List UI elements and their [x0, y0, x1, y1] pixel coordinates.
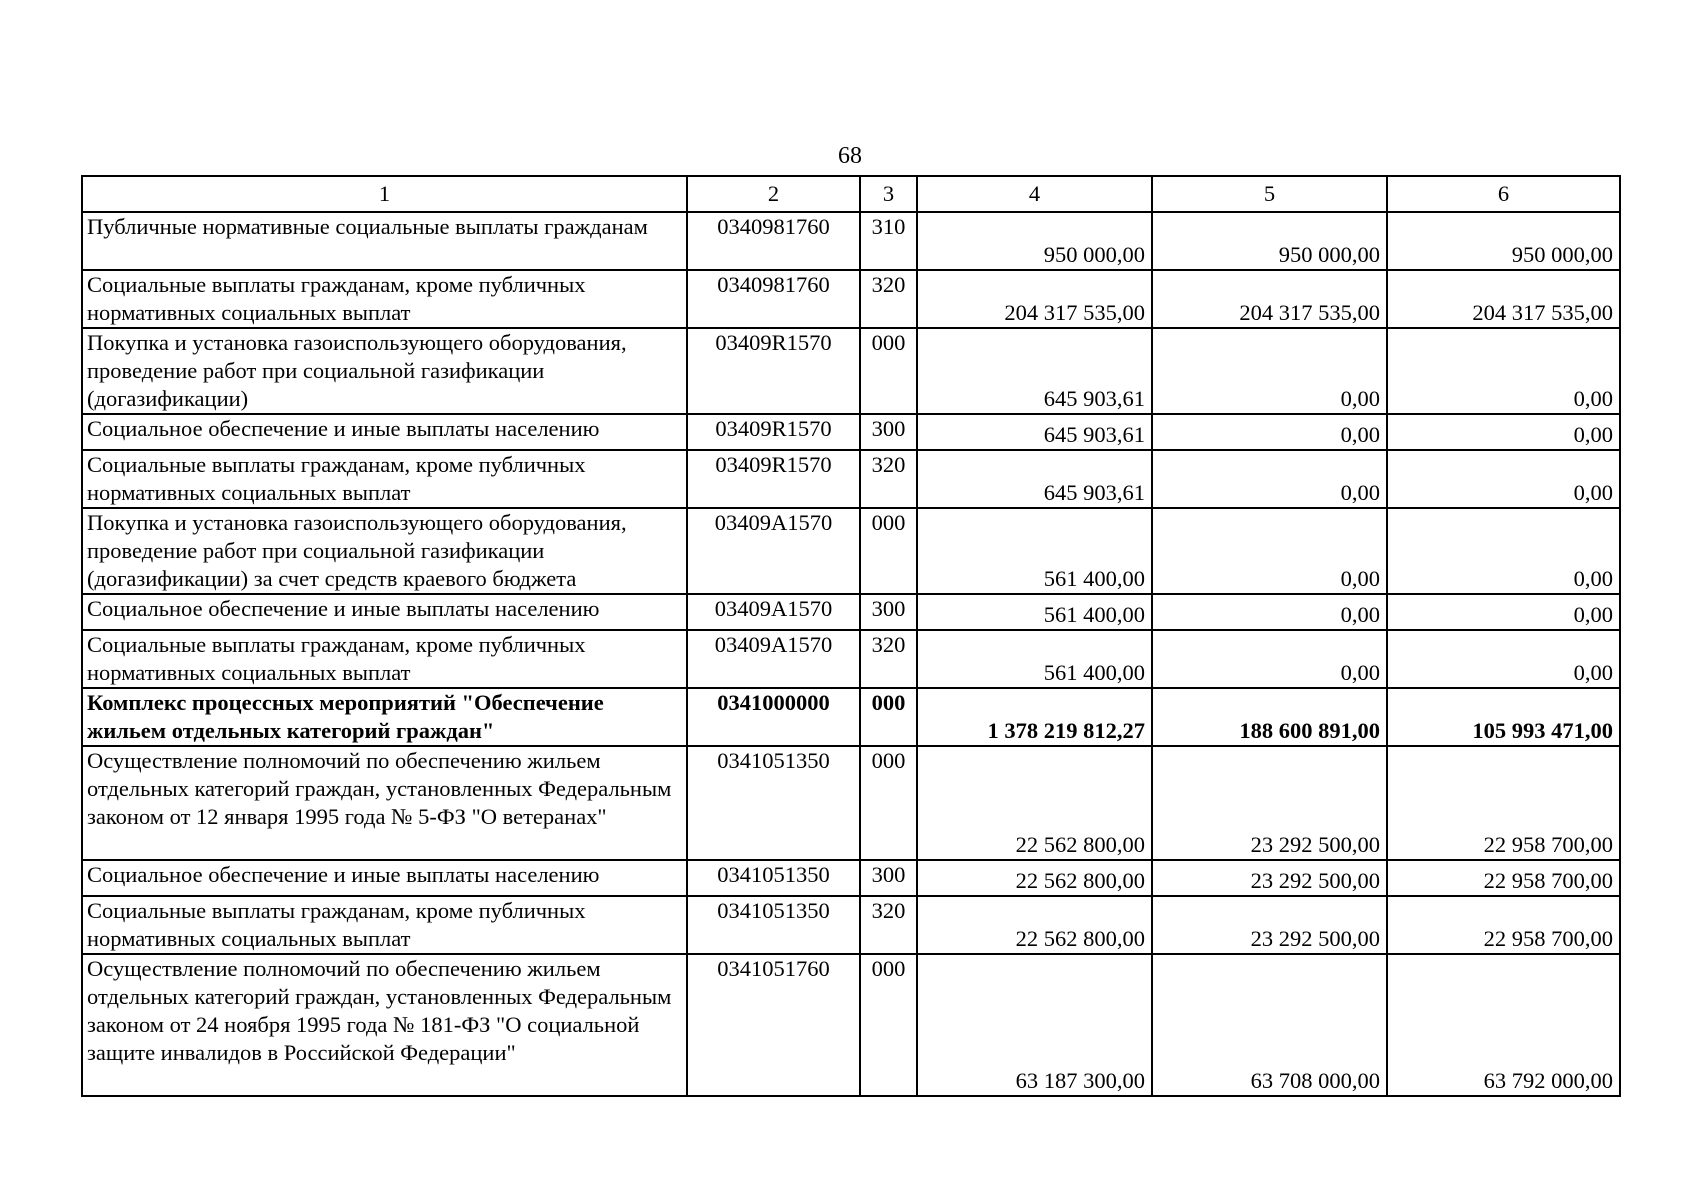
- row-amount-2: 23 292 500,00: [1152, 860, 1387, 896]
- table-row-section: [82, 688, 1620, 746]
- column-header: 4: [917, 176, 1152, 212]
- row-amount-2: 0,00: [1152, 414, 1387, 450]
- row-code: 0341051760: [687, 954, 860, 1096]
- row-type: 300: [860, 414, 917, 450]
- row-type: 320: [860, 896, 917, 954]
- row-type: 000: [860, 688, 917, 746]
- table-row: [82, 328, 1620, 414]
- table-row: [82, 594, 1620, 630]
- page-number: 68: [838, 143, 862, 169]
- row-name: Социальные выплаты гражданам, кроме публичных нормативных социальных выплат: [82, 450, 687, 508]
- row-amount-2: 0,00: [1152, 630, 1387, 688]
- table-row: [82, 414, 1620, 450]
- row-name: Социальное обеспечение и иные выплаты населению: [82, 414, 687, 450]
- row-amount-2: 0,00: [1152, 450, 1387, 508]
- row-amount-3: 105 993 471,00: [1387, 688, 1620, 746]
- row-name: Социальное обеспечение и иные выплаты населению: [82, 860, 687, 896]
- row-amount-1: 22 562 800,00: [917, 860, 1152, 896]
- column-header: 5: [1152, 176, 1387, 212]
- row-code: 0341051350: [687, 860, 860, 896]
- row-amount-1: 561 400,00: [917, 630, 1152, 688]
- row-amount-3: 22 958 700,00: [1387, 896, 1620, 954]
- row-code: 03409R1570: [687, 414, 860, 450]
- row-amount-3: 0,00: [1387, 450, 1620, 508]
- row-amount-3: 0,00: [1387, 594, 1620, 630]
- column-header: 6: [1387, 176, 1620, 212]
- row-amount-2: 23 292 500,00: [1152, 896, 1387, 954]
- row-name: Социальные выплаты гражданам, кроме публичных нормативных социальных выплат: [82, 896, 687, 954]
- row-amount-1: 22 562 800,00: [917, 746, 1152, 860]
- row-code: 0341051350: [687, 746, 860, 860]
- row-type: 000: [860, 508, 917, 594]
- row-name: Покупка и установка газоиспользующего оборудования, проведение работ при социальной газификации (догазификации): [82, 328, 687, 414]
- row-amount-2: 204 317 535,00: [1152, 270, 1387, 328]
- row-type: 000: [860, 954, 917, 1096]
- table-row: [82, 630, 1620, 688]
- row-code: 03409A1570: [687, 508, 860, 594]
- row-amount-1: 63 187 300,00: [917, 954, 1152, 1096]
- row-amount-1: 1 378 219 812,27: [917, 688, 1152, 746]
- table-row: [82, 860, 1620, 896]
- row-code: 0340981760: [687, 212, 860, 270]
- row-amount-2: 63 708 000,00: [1152, 954, 1387, 1096]
- row-amount-2: 188 600 891,00: [1152, 688, 1387, 746]
- row-amount-3: 0,00: [1387, 414, 1620, 450]
- column-header: 3: [860, 176, 917, 212]
- row-amount-3: 204 317 535,00: [1387, 270, 1620, 328]
- row-amount-1: 645 903,61: [917, 450, 1152, 508]
- row-code: 03409A1570: [687, 594, 860, 630]
- row-amount-1: 204 317 535,00: [917, 270, 1152, 328]
- row-type: 000: [860, 746, 917, 860]
- row-amount-3: 0,00: [1387, 630, 1620, 688]
- table-row: [82, 508, 1620, 594]
- row-amount-3: 22 958 700,00: [1387, 860, 1620, 896]
- row-amount-3: 0,00: [1387, 328, 1620, 414]
- row-amount-1: 561 400,00: [917, 508, 1152, 594]
- row-name: Социальное обеспечение и иные выплаты населению: [82, 594, 687, 630]
- table-header-row: [82, 176, 1620, 212]
- row-code: 03409A1570: [687, 630, 860, 688]
- table-row: [82, 954, 1620, 1096]
- row-name: Социальные выплаты гражданам, кроме публичных нормативных социальных выплат: [82, 270, 687, 328]
- row-amount-2: 0,00: [1152, 594, 1387, 630]
- row-type: 300: [860, 860, 917, 896]
- table-row: [82, 746, 1620, 860]
- row-code: 03409R1570: [687, 328, 860, 414]
- row-amount-2: 0,00: [1152, 328, 1387, 414]
- row-type: 310: [860, 212, 917, 270]
- table-row: [82, 212, 1620, 270]
- row-name: Осуществление полномочий по обеспечению жильем отдельных категорий граждан, установленных Федеральным законом от 24 ноября 1995 года № 181-ФЗ "О социальной защите инвалидов в Российской Федерации": [82, 954, 687, 1096]
- table-row: [82, 270, 1620, 328]
- row-amount-3: 22 958 700,00: [1387, 746, 1620, 860]
- row-code: 03409R1570: [687, 450, 860, 508]
- row-name: Социальные выплаты гражданам, кроме публичных нормативных социальных выплат: [82, 630, 687, 688]
- row-amount-1: 22 562 800,00: [917, 896, 1152, 954]
- row-amount-1: 645 903,61: [917, 414, 1152, 450]
- row-amount-1: 645 903,61: [917, 328, 1152, 414]
- row-amount-2: 0,00: [1152, 508, 1387, 594]
- row-amount-3: 0,00: [1387, 508, 1620, 594]
- row-name: Комплекс процессных мероприятий "Обеспечение жильем отдельных категорий граждан": [82, 688, 687, 746]
- row-amount-2: 23 292 500,00: [1152, 746, 1387, 860]
- table-row: [82, 896, 1620, 954]
- row-type: 000: [860, 328, 917, 414]
- row-name: Осуществление полномочий по обеспечению жильем отдельных категорий граждан, установленных Федеральным законом от 12 января 1995 года № 5-ФЗ "О ветеранах": [82, 746, 687, 860]
- row-type: 320: [860, 450, 917, 508]
- row-type: 320: [860, 630, 917, 688]
- row-amount-1: 950 000,00: [917, 212, 1152, 270]
- row-type: 300: [860, 594, 917, 630]
- row-code: 0340981760: [687, 270, 860, 328]
- row-type: 320: [860, 270, 917, 328]
- column-header: 2: [687, 176, 860, 212]
- budget-table: [81, 175, 1621, 1097]
- row-code: 0341000000: [687, 688, 860, 746]
- column-header: 1: [82, 176, 687, 212]
- row-amount-3: 950 000,00: [1387, 212, 1620, 270]
- row-amount-2: 950 000,00: [1152, 212, 1387, 270]
- row-amount-3: 63 792 000,00: [1387, 954, 1620, 1096]
- row-name: Публичные нормативные социальные выплаты гражданам: [82, 212, 687, 270]
- table-row: [82, 450, 1620, 508]
- row-amount-1: 561 400,00: [917, 594, 1152, 630]
- row-code: 0341051350: [687, 896, 860, 954]
- row-name: Покупка и установка газоиспользующего оборудования, проведение работ при социальной газификации (догазификации) за счет средств краевого бюджета: [82, 508, 687, 594]
